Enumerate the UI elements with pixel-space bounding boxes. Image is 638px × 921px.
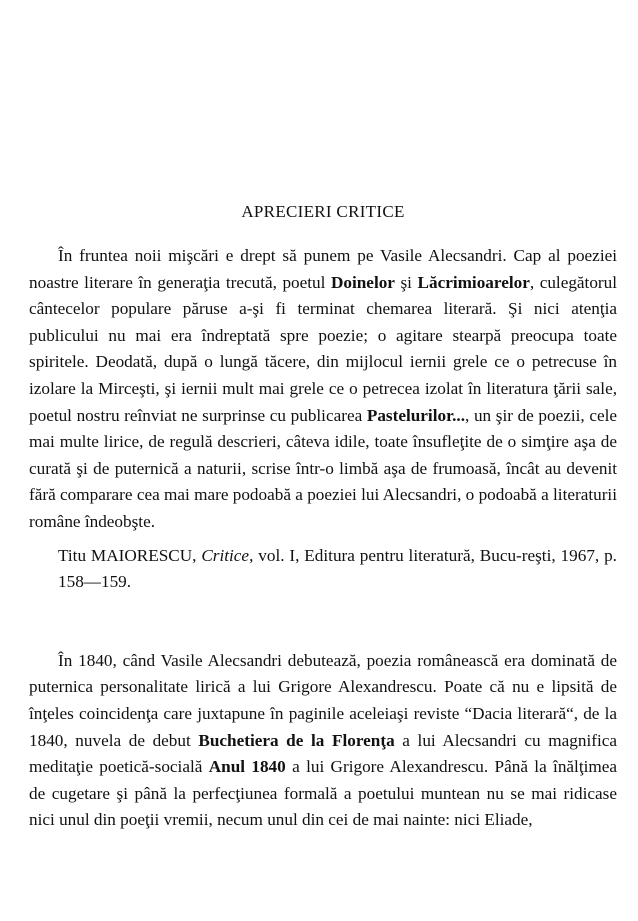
work-title-anul-1840: Anul 1840: [208, 757, 286, 777]
citation-maiorescu: [58, 543, 617, 596]
citation-work: Critice: [201, 545, 250, 565]
section-title: APRECIERI CRITICE: [241, 202, 405, 221]
section-gap: [29, 596, 617, 648]
citation-author: Titu MAIORESCU,: [58, 545, 202, 565]
quote-maiorescu: [29, 243, 617, 536]
quote2-text-3: a lui Grigore Alexandrescu. Până la înălţimea de cugetare şi până la perfecţiunea formală a poetului muntean nu se mai ridicase nici unul din poeţii vremii, necum unul din cei de mai nainte: nici Eliade,: [29, 757, 617, 830]
work-title-doinele: Doinelor: [330, 272, 395, 292]
quote1-text-3: , culegătorul cântecelor populare păruse a-şi fi terminat chemarea literară. Şi nici atenţia publicului nu mai era îndreptată spre poezie; o agitare stearpă preocupa toate spiritele. Deodată, după o lungă tăcere, din mijlocul iernii grele ce o petrecuse în izolare la Mirceşti, şi iernii mult mai grele ce o petrecea izolat în literatura ţării sale, poetul nostru reînviat ne surprinse cu publicarea: [29, 272, 618, 425]
work-title-buchetiera: Buchetiera de la Florenţa: [198, 730, 395, 750]
quote1-text-1: În fruntea noii mişcări e drept să punem pe Vasile Alecsandri. Cap al poeziei noastre literare în generaţia trecută, poetul: [29, 246, 617, 292]
quote1-text-4: , un şir de poezii, cele mai multe lirice, de regulă descrieri, câteva idile, toate însufleţite de o simţire aşa de curată şi de puternică a naturii, scrise într-o limbă aşa de frumoasă, încât au devenit fără comparare cea mai mare podoabă a poeziei lui Alecsandri, o podoabă a literaturii române îndeobşte.: [29, 405, 617, 531]
quote-second: [29, 648, 617, 834]
citation-details: , vol. I, Editura pentru literatură, Bucu-reşti, 1967, p. 158—159.: [58, 545, 617, 592]
work-title-lacrimioarele: Lăcrimioarelor: [417, 272, 530, 292]
page-content: [29, 202, 617, 834]
quote2-text-2: a lui Alecsandri cu magnifica meditaţie poetică-socială: [29, 730, 617, 777]
quote1-text-2: şi: [394, 272, 418, 292]
quote2-text-1: În 1840, când Vasile Alecsandri debutează, poezia românească era dominată de puternica personalitate lirică a lui Grigore Alexandrescu. Poate că nu e lipsită de înţeles coincidenţa care juxtapune în paginile aceleiaşi reviste “Dacia literară“, de la 1840, nuvela de debut: [29, 650, 617, 750]
work-title-pastelurile: Pastelurilor...: [366, 405, 466, 425]
